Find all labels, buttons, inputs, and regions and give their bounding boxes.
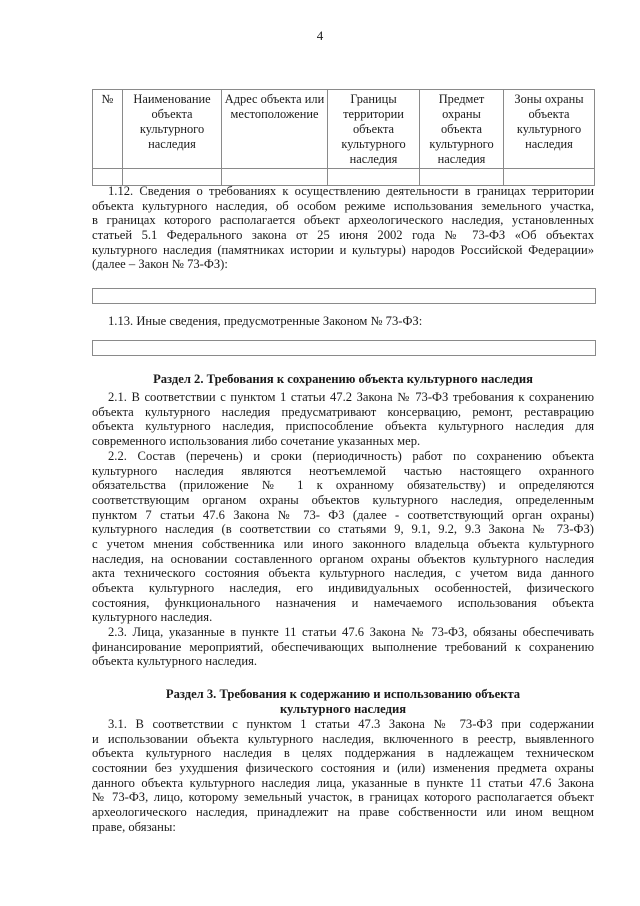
paragraph-2-2-line: культурного наследия являются неотъемлемой частью настоящего охранного: [92, 463, 594, 478]
paragraph-1-12-line: 1.12. Сведения о требованиях к осуществлению деятельности в границах территории: [108, 184, 594, 198]
field-box-1-13: [92, 340, 596, 356]
paragraph-3-1-line: 3.1. В соответствии с пунктом 1 статьи 47.3 Закона № 73-ФЗ при содержании: [108, 717, 594, 731]
table-cell: [328, 169, 420, 186]
col-header-name: Наименование объекта культурного наследия: [123, 90, 222, 169]
paragraph-3-1-line: объекта культурного наследия в целях поддержания в надлежащем техническом: [92, 746, 594, 761]
paragraph-2-3-line: объекта культурного наследия.: [92, 654, 258, 669]
section-2-heading: Раздел 2. Требования к сохранению объекта культурного наследия: [153, 372, 533, 386]
paragraph-1-12-line: культурного наследия (памятниках истории и культуры) народов Российской Федерации»: [92, 242, 594, 257]
paragraph-3-1-line: данного объекта культурного наследия лица, указанные в пункте 11 статьи 47.6 Закона: [92, 775, 594, 790]
paragraph-2-2-line: культурного наследия (в соответствии со статьями 9, 9.1, 9.2, 9.3 Закона № 73-ФЗ): [92, 522, 594, 537]
paragraph-3-1-line: археологического наследия, принадлежит на праве собственности или ином вещном: [92, 804, 594, 819]
table-cell: [222, 169, 328, 186]
col-header-address: Адрес объекта или местоположение: [222, 90, 328, 169]
paragraph-3-1-line: и использовании объекта культурного наследия, включенного в реестр, выявленного: [92, 731, 594, 746]
paragraph-2-2-line: с учетом мнения собственника или иного законного владельца объекта культурного: [92, 536, 594, 551]
paragraph-3-1-line: состоянии без ухудшения физического состояния и (или) изменения предмета охраны: [92, 760, 594, 775]
paragraph-1-13-line: 1.13. Иные сведения, предусмотренные Законом № 73-ФЗ:: [108, 314, 423, 328]
paragraph-2-3-line: финансирование мероприятий, обеспечивающих выполнение требований к сохранению: [92, 639, 594, 654]
paragraph-2-2-line: состояния, функционального назначения и намечаемого использования объекта: [92, 595, 594, 610]
paragraph-2-2-line: 2.2. Состав (перечень) и сроки (периодичность) работ по сохранению объекта: [108, 449, 594, 463]
paragraph-3-1-line: праве, обязаны:: [92, 819, 176, 834]
section-3-heading-line: культурного наследия: [279, 702, 407, 716]
paragraph-2-2-line: акта технического состояния объекта культурного наследия, с учетом вида данного: [92, 566, 594, 581]
page-number: 4: [316, 28, 324, 43]
table-cell: [504, 169, 595, 186]
paragraph-2-2-line: обязательства (приложение № 1 к охранному обязательству) и определяются: [92, 478, 594, 493]
col-header-protection-zones: Зоны охраны объекта культурного наследия: [504, 90, 595, 169]
table-cell: [123, 169, 222, 186]
paragraph-3-1-line: № 73-ФЗ, лицо, которому земельный участок, в границах которого располагается объект: [92, 790, 594, 805]
table-cell: [420, 169, 504, 186]
paragraph-2-1-line: объекта культурного наследия предусматривают консервацию, ремонт, реставрацию: [92, 404, 594, 419]
paragraph-2-2-line: пунктом 7 статьи 47.6 Закона № 73- ФЗ (далее - соответствующий орган охраны): [92, 507, 594, 522]
table-cell: [93, 169, 123, 186]
col-header-number: №: [93, 90, 123, 169]
table-row: [93, 169, 595, 186]
heritage-object-table: [92, 89, 595, 186]
paragraph-2-2-line: наследия, на основании составленного органом охраны объектов культурного наследия: [92, 551, 594, 566]
paragraph-2-2-line: культурного наследия.: [92, 610, 213, 625]
paragraph-2-1-line: 2.1. В соответствии с пунктом 1 статьи 47.2 Закона № 73-ФЗ требования к сохранению: [108, 390, 594, 404]
paragraph-1-12-line: (далее – Закон № 73-ФЗ):: [92, 257, 228, 272]
paragraph-2-2-line: соответствующим органом охраны объектов культурного наследия, определенным: [92, 492, 594, 507]
table-header-row: [93, 90, 595, 169]
paragraph-2-1-line: современного использования либо сочетание указанных мер.: [92, 433, 421, 448]
paragraph-2-2-line: объекта культурного наследия, его индивидуальных особенностей, физического: [92, 580, 594, 595]
col-header-boundaries: Границы территории объекта культурного наследия: [328, 90, 420, 169]
col-header-protection-subject: Предмет охраны объекта культурного наследия: [420, 90, 504, 169]
paragraph-1-12-line: в границах которого располагается объект археологического наследия, установленных: [92, 213, 594, 228]
paragraph-2-1-line: объекта культурного наследия, приспособление объекта культурного наследия для: [92, 419, 594, 434]
field-box-1-12: [92, 288, 596, 304]
section-3-heading-line: Раздел 3. Требования к содержанию и использованию объекта: [165, 687, 521, 701]
paragraph-1-12-line: объекта культурного наследия, об особом режиме использования земельного участка,: [92, 198, 594, 213]
paragraph-2-3-line: 2.3. Лица, указанные в пункте 11 статьи 47.6 Закона № 73-ФЗ, обязаны обеспечивать: [108, 625, 594, 639]
paragraph-1-12-line: статьей 5.1 Федерального закона от 25 июня 2002 года № 73-ФЗ «Об объектах: [92, 227, 594, 242]
